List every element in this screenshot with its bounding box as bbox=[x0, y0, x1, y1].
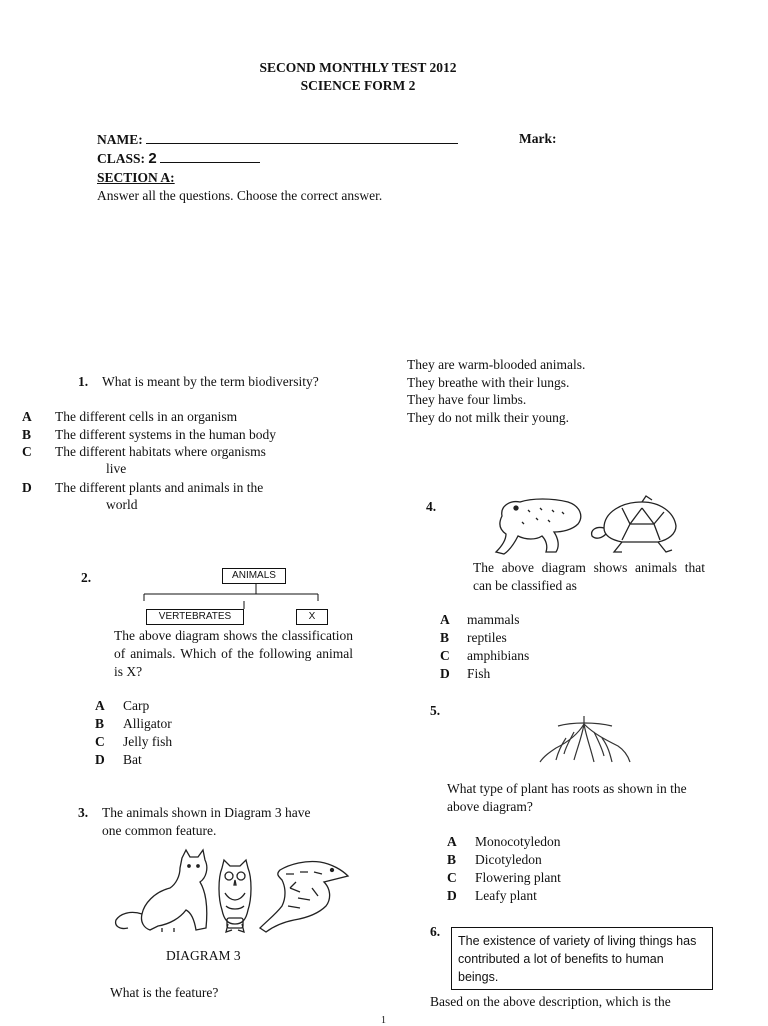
option-text: The different plants and animals in the bbox=[55, 480, 264, 495]
name-label: NAME: bbox=[97, 132, 143, 147]
test-subtitle: SCIENCE FORM 2 bbox=[300, 78, 416, 93]
name-blank-line bbox=[146, 131, 458, 144]
q4-options bbox=[440, 612, 600, 684]
name-field bbox=[97, 131, 458, 148]
q5-option-a[interactable] bbox=[447, 834, 627, 852]
option-letter: A bbox=[95, 698, 105, 713]
option-letter: D bbox=[440, 666, 450, 681]
q1-option-a[interactable] bbox=[22, 409, 322, 427]
q6-number: 6. bbox=[430, 924, 441, 939]
option-letter: C bbox=[440, 648, 450, 663]
q5-option-c[interactable] bbox=[447, 870, 627, 888]
root-icon bbox=[540, 716, 630, 762]
instruction-text: Answer all the questions. Choose the correct answer. bbox=[97, 188, 383, 203]
test-title: SECOND MONTHLY TEST 2012 bbox=[259, 60, 457, 75]
option-text: Monocotyledon bbox=[475, 834, 561, 849]
page-number: 1 bbox=[381, 1015, 386, 1026]
q5-question-line1: What type of plant has roots as shown in the bbox=[447, 781, 687, 796]
option-letter: D bbox=[95, 752, 105, 767]
cat-icon bbox=[116, 850, 207, 932]
statement-4: They do not milk their young. bbox=[407, 409, 569, 425]
q1-option-d[interactable] bbox=[22, 480, 322, 516]
q4-option-a[interactable] bbox=[440, 612, 600, 630]
q4-number: 4. bbox=[426, 499, 437, 514]
q1-number: 1. bbox=[78, 374, 89, 389]
root-diagram bbox=[538, 716, 634, 766]
q2-number: 2. bbox=[81, 570, 92, 585]
option-letter: B bbox=[447, 852, 457, 867]
option-text: amphibians bbox=[467, 648, 530, 663]
class-blank-line bbox=[160, 150, 260, 163]
owl-icon bbox=[219, 860, 251, 932]
option-text: Dicotyledon bbox=[475, 852, 542, 867]
class-label: CLASS: bbox=[97, 151, 146, 166]
q5-question-line2: above diagram? bbox=[447, 799, 533, 814]
option-text: Flowering plant bbox=[475, 870, 561, 885]
option-text: The different cells in an organism bbox=[55, 409, 238, 424]
option-text-continued: world bbox=[106, 497, 138, 512]
option-letter: C bbox=[95, 734, 105, 749]
q3-number: 3. bbox=[78, 805, 89, 820]
statement-2: They breathe with their lungs. bbox=[407, 374, 570, 390]
q2-option-b[interactable] bbox=[95, 716, 255, 734]
option-letter: B bbox=[440, 630, 450, 645]
option-text: mammals bbox=[467, 612, 520, 627]
q6-question: Based on the above description, which is the bbox=[430, 994, 671, 1009]
frog-icon bbox=[496, 499, 581, 554]
option-text: reptiles bbox=[467, 630, 507, 645]
option-text: Bat bbox=[123, 752, 142, 767]
option-letter: C bbox=[22, 444, 32, 459]
statement-3: They have four limbs. bbox=[407, 392, 527, 407]
diagram3-label: DIAGRAM 3 bbox=[166, 948, 241, 963]
q2-question: The above diagram shows the classification of animals. Which of the following animal is X? bbox=[114, 628, 353, 679]
option-letter: B bbox=[95, 716, 105, 731]
option-text: The different systems in the human body bbox=[55, 427, 276, 442]
q1-options bbox=[22, 409, 322, 516]
option-text: Leafy plant bbox=[475, 888, 537, 903]
crocodile-icon bbox=[260, 861, 348, 932]
q4-option-c[interactable] bbox=[440, 648, 600, 666]
q2-options bbox=[95, 698, 255, 770]
q2-option-d[interactable] bbox=[95, 752, 255, 770]
q3-statements bbox=[407, 356, 585, 426]
option-letter: A bbox=[22, 409, 32, 424]
class-field bbox=[97, 150, 260, 167]
q3-question-line1: The animals shown in Diagram 3 have bbox=[102, 805, 311, 820]
option-text: Alligator bbox=[123, 716, 172, 731]
q5-options bbox=[447, 834, 627, 906]
option-text: Jelly fish bbox=[123, 734, 173, 749]
option-letter: D bbox=[22, 480, 32, 495]
q4-option-b[interactable] bbox=[440, 630, 600, 648]
q5-option-d[interactable] bbox=[447, 888, 627, 906]
diagram3-illustration bbox=[110, 848, 355, 938]
diagram-node-vertebrates: VERTEBRATES bbox=[146, 609, 244, 625]
q5-option-b[interactable] bbox=[447, 852, 627, 870]
mark-label: Mark: bbox=[519, 131, 557, 146]
q1-option-c[interactable] bbox=[22, 444, 322, 480]
q2-option-a[interactable] bbox=[95, 698, 255, 716]
q3-prompt: What is the feature? bbox=[110, 985, 219, 1000]
q1-question: What is meant by the term biodiversity? bbox=[102, 374, 319, 389]
q4-option-d[interactable] bbox=[440, 666, 600, 684]
section-label: SECTION A: bbox=[97, 170, 175, 185]
turtle-icon bbox=[592, 496, 676, 552]
diagram-node-x: X bbox=[296, 609, 328, 625]
q1-option-b[interactable] bbox=[22, 427, 322, 444]
class-value: 2 bbox=[148, 150, 157, 167]
option-text-continued: live bbox=[106, 461, 127, 476]
option-letter: A bbox=[440, 612, 450, 627]
diagram-node-animals: ANIMALS bbox=[222, 568, 286, 584]
q6-description-box: The existence of variety of living things has contributed a lot of benefits to human beings. bbox=[451, 927, 713, 990]
q4-illustration bbox=[492, 494, 687, 560]
statement-1: They are warm-blooded animals. bbox=[407, 357, 586, 372]
option-text: Fish bbox=[467, 666, 491, 681]
option-letter: D bbox=[447, 888, 457, 903]
option-letter: A bbox=[447, 834, 457, 849]
option-text: The different habitats where organisms bbox=[55, 444, 266, 459]
q3-question-line2: one common feature. bbox=[102, 823, 217, 838]
option-letter: C bbox=[447, 870, 457, 885]
q5-number: 5. bbox=[430, 703, 441, 718]
option-text: Carp bbox=[123, 698, 150, 713]
q2-option-c[interactable] bbox=[95, 734, 255, 752]
option-letter: B bbox=[22, 427, 32, 442]
q4-question: The above diagram shows animals that can be classified as bbox=[473, 560, 705, 593]
